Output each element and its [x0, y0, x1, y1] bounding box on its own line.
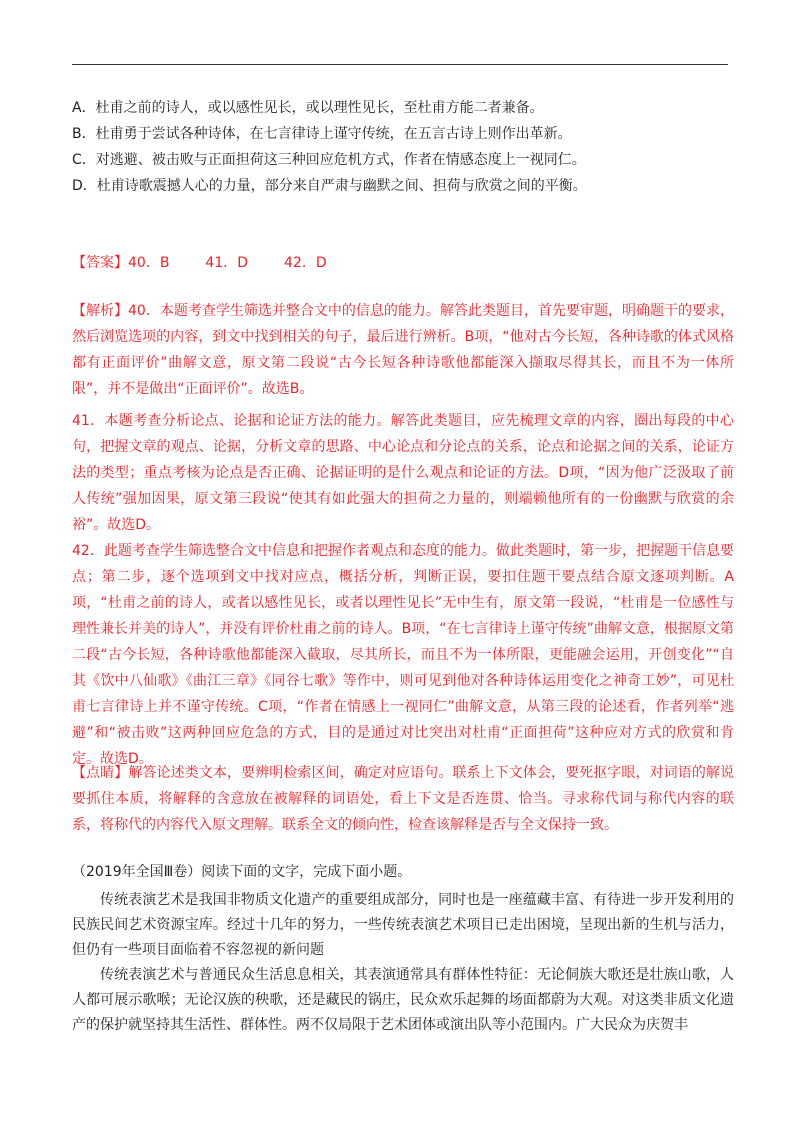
article-body: [72, 888, 734, 1038]
option-a: A．杜甫之前的诗人，或以感性见长，或以理性见长，至杜甫方能二者兼备。: [72, 100, 544, 116]
answer-label: 【答案】: [72, 255, 128, 271]
answer-42: 42．D: [284, 255, 327, 271]
analysis-41: 41．本题考查分析论点、论据和论证方法的能力。解答此类题目，应先梳理文章的内容，圈出每段的中心句，把握文章的观点、论据，分析文章的思路、中心论点和分论点的关系，论点和论据之间的关系，论证方法的类型；重点考核为论点是否正确、论据证明的是什么观点和论证的方法。D项，“因为他广泛汲取了前人传统”强加因果，原文第三段说“使其有如此强大的担荷之力量的，则端赖他所有的一份幽默与欣赏的余裕”。故选D。: [72, 413, 734, 533]
analysis-42: 42．此题考查学生筛选整合文中信息和把握作者观点和态度的能力。做此类题时，第一步，把握题干信息要点；第二步，逐个选项到文中找对应点，概括分析，判断正误，要扣住题干要点结合原文逐项判断。A项，“杜甫之前的诗人，或者以感性见长，或者以理性见长”无中生有，原文第一段说，“杜甫是一位感性与理性兼长并美的诗人”，并没有评价杜甫之前的诗人。B项，“在七言律诗上谨守传统”曲解文意，根据原文第二段“古今长短，各种诗歌他都能深入截取，尽其所长，而且不为一体所限，更能融会运用，开创变化”“自其《饮中八仙歌》《曲江三章》《同谷七歌》等作中，则可见到他对各种诗体运用变化之神奇工妙”，可见杜甫七言律诗上并不谨守传统。C项，“作者在情感上一视同仁”曲解文意，从第三段的论述看，作者列举“逃避”和“被击败”这两种回应危急的方式，目的是通过对比突出对杜甫“正面担荷”这种应对方式的欣赏和肯定。故选D。: [72, 543, 734, 767]
answer-line: [72, 253, 734, 273]
source-line: （2019年全国Ⅲ卷）阅读下面的文字，完成下面小题。: [72, 864, 412, 880]
analysis-tips: 【点睛】解答论述类文本，要辨明检索区间，确定对应语句。联系上下文体会，要死抠字眼，对词语的解说要抓住本质，将解释的含意放在被解释的词语处，看上下文是否连贯、恰当。寻求称代词与称代内容的联系，将称代的内容代入原文理解。联系全文的倾向性，检查该解释是否与全文保持一致。: [72, 765, 734, 833]
article-paragraph: 传统表演艺术是我国非物质文化遗产的重要组成部分，同时也是一座蕴藏丰富、有待进一步开发利用的民族民间艺术资源宝库。经过十几年的努力，一些传统表演艺术项目已走出困境，呈现出新的生机与活力，但仍有一些项目面临着不容忽视的新问题: [72, 892, 734, 958]
answer-40: 40．B: [128, 255, 170, 271]
answer-41: 41．D: [205, 255, 249, 271]
analysis-40: 【解析】40．本题考查学生筛选并整合文中的信息的能力。解答此类题目，首先要审题，明确题干的要求，然后浏览选项的内容，到文中找到相关的句子，最后进行辨析。B项，“他对古今长短，各种诗歌的体式风格都有正面评价”曲解文意，原文第二段说“古今长短各种诗歌他都能深入撷取尽得其长，而且不为一体所限”，并不是做出“正面评价”。故选B。: [72, 303, 734, 397]
article-paragraph: 传统表演艺术与普通民众生活息息相关，其表演通常具有群体性特征：无论侗族大歌还是壮族山歌，人人都可展示歌喉；无论汉族的秧歌，还是藏民的锅庄，民众欢乐起舞的场面都蔚为大观。对这类非质文化遗产的保护就坚持其生活性、群体性。两不仅局限于艺术团体或演出队等小范围内。广大民众为庆贺丰: [72, 967, 734, 1033]
option-b: B．杜甫勇于尝试各种诗体，在七言律诗上谨守传统，在五言古诗上则作出革新。: [72, 126, 572, 142]
header-rule: [72, 64, 728, 65]
option-d: D．杜甫诗歌震撼人心的力量，部分来自严肃与幽默之间、担荷与欣赏之间的平衡。: [72, 178, 587, 194]
option-c: C．对逃避、被击败与正面担荷这三种回应危机方式，作者在情感态度上一视同仁。: [72, 152, 586, 168]
